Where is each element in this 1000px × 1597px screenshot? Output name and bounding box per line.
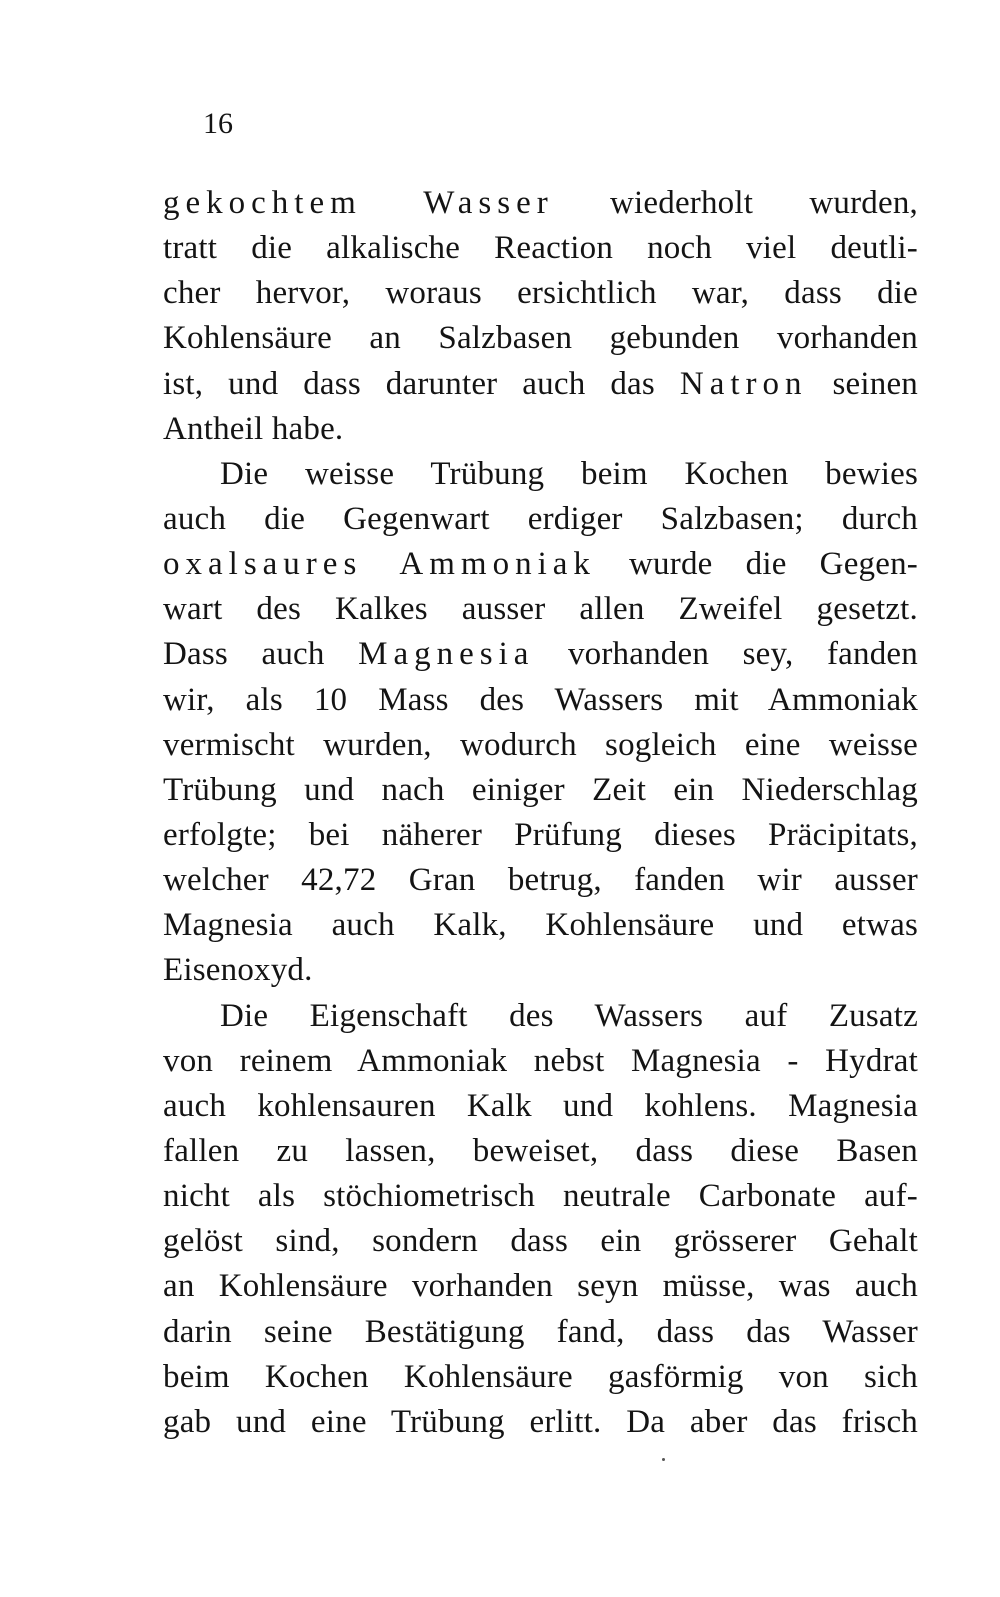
- text-segment: cher hervor, woraus ersichtlich war, dass die: [163, 275, 918, 312]
- text-line: [163, 1039, 918, 1084]
- text-line: [163, 1355, 918, 1400]
- text-line: [163, 316, 918, 361]
- text-line: [163, 1084, 918, 1129]
- text-line: [163, 226, 918, 271]
- text-line: [163, 948, 918, 993]
- text-line: [163, 1219, 918, 1264]
- text-line: [163, 452, 918, 497]
- text-segment: wir, als 10 Mass des Wassers mit Ammoniak: [163, 681, 918, 718]
- text-line: [163, 1310, 918, 1355]
- text-segment: wiederholt wurden,: [553, 185, 919, 221]
- text-line: [163, 632, 918, 677]
- text-segment: Kohlensäure an Salzbasen gebunden vorhanden: [163, 320, 918, 357]
- text-line: [163, 271, 918, 316]
- text-line: [163, 903, 918, 948]
- print-speck: [662, 1458, 665, 1461]
- text-line: [163, 1129, 918, 1174]
- text-segment: wart des Kalkes ausser allen Zweifel gesetzt.: [163, 591, 918, 628]
- text-line: [163, 407, 918, 452]
- text-line: [163, 1174, 918, 1219]
- text-segment: welcher 42,72 Gran betrug, fanden wir ausser: [163, 862, 918, 899]
- text-line: [163, 813, 918, 858]
- text-segment: Die Eigenschaft des Wassers auf Zusatz: [220, 997, 918, 1034]
- text-line: [163, 678, 918, 723]
- text-line: [163, 1400, 918, 1445]
- text-segment: gelöst sind, sondern dass ein grösserer Gehalt: [163, 1223, 918, 1260]
- text-segment: Trübung und nach einiger Zeit ein Niederschlag: [163, 771, 918, 808]
- text-line: [163, 497, 918, 542]
- text-segment: auch die Gegenwart erdiger Salzbasen; durch: [163, 500, 918, 537]
- text-line: [163, 362, 918, 407]
- text-segment: tratt die alkalische Reaction noch viel deutli-: [163, 230, 918, 267]
- spaced-emphasis: gekochtem Wasser: [163, 185, 554, 221]
- text-segment: Magnesia auch Kalk, Kohlensäure und etwas: [163, 907, 918, 944]
- text-segment: fallen zu lassen, beweiset, dass diese Basen: [163, 1132, 918, 1169]
- text-segment: Die weisse Trübung beim Kochen bewies: [220, 455, 918, 492]
- text-segment: Eisenoxyd.: [163, 952, 313, 989]
- text-segment: vorhanden sey, fanden: [534, 636, 918, 673]
- text-line: [163, 858, 918, 903]
- text-segment: Dass auch: [163, 636, 359, 673]
- text-line: [163, 587, 918, 632]
- text-segment: vermischt wurden, wodurch sogleich eine weisse: [163, 726, 918, 763]
- text-segment: seinen: [807, 365, 918, 402]
- text-line: [163, 181, 918, 226]
- text-line: [163, 542, 918, 587]
- text-segment: gab und eine Trübung erlitt. Da aber das frisch: [163, 1403, 918, 1440]
- text-segment: auch kohlensauren Kalk und kohlens. Magnesia: [163, 1087, 918, 1124]
- spaced-emphasis: Natron: [679, 365, 808, 402]
- text-segment: erfolgte; bei näherer Prüfung dieses Präcipitats,: [163, 816, 918, 853]
- text-segment: von reinem Ammoniak nebst Magnesia - Hydrat: [163, 1042, 918, 1079]
- text-segment: an Kohlensäure vorhanden seyn müsse, was auch: [163, 1268, 918, 1305]
- text-line: [163, 723, 918, 768]
- page-number: 16: [203, 107, 233, 140]
- text-segment: nicht als stöchiometrisch neutrale Carbonate auf-: [163, 1178, 918, 1215]
- text-segment: darin seine Bestätigung fand, dass das Wasser: [163, 1313, 918, 1350]
- body-text: [163, 181, 918, 1445]
- text-line: [163, 1264, 918, 1309]
- spaced-emphasis: oxalsaures Ammoniak: [163, 546, 596, 583]
- text-segment: wurde die Gegen-: [595, 546, 918, 583]
- text-line: [163, 768, 918, 813]
- text-segment: Antheil habe.: [163, 410, 344, 447]
- spaced-emphasis: Magnesia: [358, 636, 535, 673]
- text-line: [163, 994, 918, 1039]
- text-segment: ist, und dass darunter auch das: [163, 365, 680, 402]
- text-segment: beim Kochen Kohlensäure gasförmig von sich: [163, 1358, 918, 1395]
